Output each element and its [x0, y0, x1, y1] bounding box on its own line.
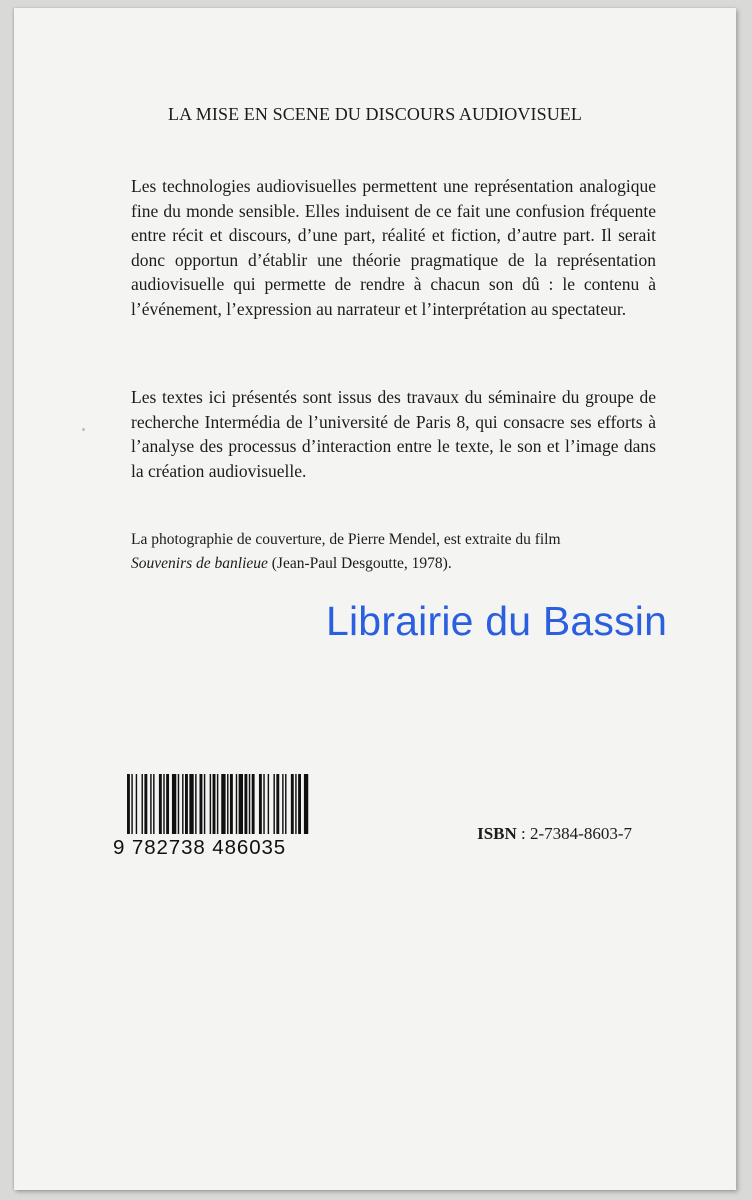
barcode-bar	[295, 774, 296, 834]
barcode-bar	[136, 774, 137, 834]
barcode-bar	[142, 774, 143, 834]
barcode-bar	[153, 774, 154, 834]
barcode-bar	[217, 774, 218, 834]
isbn-value: : 2-7384-8603-7	[516, 824, 632, 843]
barcode-bar	[172, 774, 176, 834]
barcode-bar	[285, 774, 286, 834]
barcode-bars	[113, 774, 313, 836]
barcode-bar	[150, 774, 151, 834]
barcode-bar	[291, 774, 294, 834]
film-credit: (Jean-Paul Desgoutte, 1978).	[267, 555, 452, 572]
barcode-bar	[276, 774, 279, 834]
barcode-bar	[210, 774, 211, 834]
barcode-bar	[221, 774, 225, 834]
barcode-bar	[178, 774, 179, 834]
barcode-bar	[182, 774, 183, 834]
barcode-bar	[131, 774, 132, 834]
barcode-bar	[239, 774, 243, 834]
barcode-bar	[195, 774, 196, 834]
barcode-bar	[127, 774, 130, 834]
barcode-bar	[189, 774, 193, 834]
isbn-number	[477, 824, 632, 844]
barcode-bar	[259, 774, 262, 834]
book-title: LA MISE EN SCENE DU DISCOURS AUDIOVISUEL	[167, 104, 583, 124]
barcode-bar	[166, 774, 169, 834]
paper-spot	[82, 428, 85, 431]
barcode-bar	[227, 774, 228, 834]
cover-photo-credit	[131, 528, 671, 576]
barcode-bar	[163, 774, 164, 834]
shop-watermark: Librairie du Bassin	[326, 598, 668, 644]
barcode-bar	[144, 774, 147, 834]
barcode-bar	[159, 774, 162, 834]
caption-line: La photographie de couverture, de Pierre Mendel, est extraite du film	[131, 531, 561, 548]
barcode-bar	[268, 774, 269, 834]
barcode-bar	[263, 774, 264, 834]
barcode-bar	[282, 774, 283, 834]
barcode-bar	[236, 774, 237, 834]
barcode-bar	[273, 774, 274, 834]
barcode-bar	[200, 774, 203, 834]
barcode-bar	[185, 774, 188, 834]
barcode-bar	[298, 774, 301, 834]
isbn-barcode	[113, 774, 313, 860]
barcode-bar	[204, 774, 205, 834]
barcode-bar	[304, 774, 308, 834]
isbn-label: ISBN	[477, 824, 517, 843]
barcode-bar	[213, 774, 216, 834]
film-title: Souvenirs de banlieue	[131, 555, 268, 572]
barcode-bar	[249, 774, 250, 834]
barcode-digits: 9 782738 486035	[113, 836, 287, 859]
barcode-bar	[230, 774, 233, 834]
description-paragraph-2: Les textes ici présentés sont issus des travaux du séminaire du groupe de recherche Intermédia de l’université de Paris 8, qui consacre ses efforts à l’analyse des processus d’interaction entre le texte, le son et l’image dans la création audiovisuelle.	[131, 387, 656, 481]
description-paragraph-1: Les technologies audiovisuelles permettent une représentation analogique fine du monde sensible. Elles induisent de ce fait une confusion fréquente entre récit et discours, d’une part, réalité et fiction, d’autre part. Il serait donc opportun d’établir une théorie pragmatique de la représentation audiovisuelle qui permette de rendre à chacun son dû : le contenu à l’événement, l’expression au narrateur et l’interprétation au spectateur.	[131, 176, 656, 319]
barcode-bar	[252, 774, 255, 834]
barcode-bar	[244, 774, 247, 834]
